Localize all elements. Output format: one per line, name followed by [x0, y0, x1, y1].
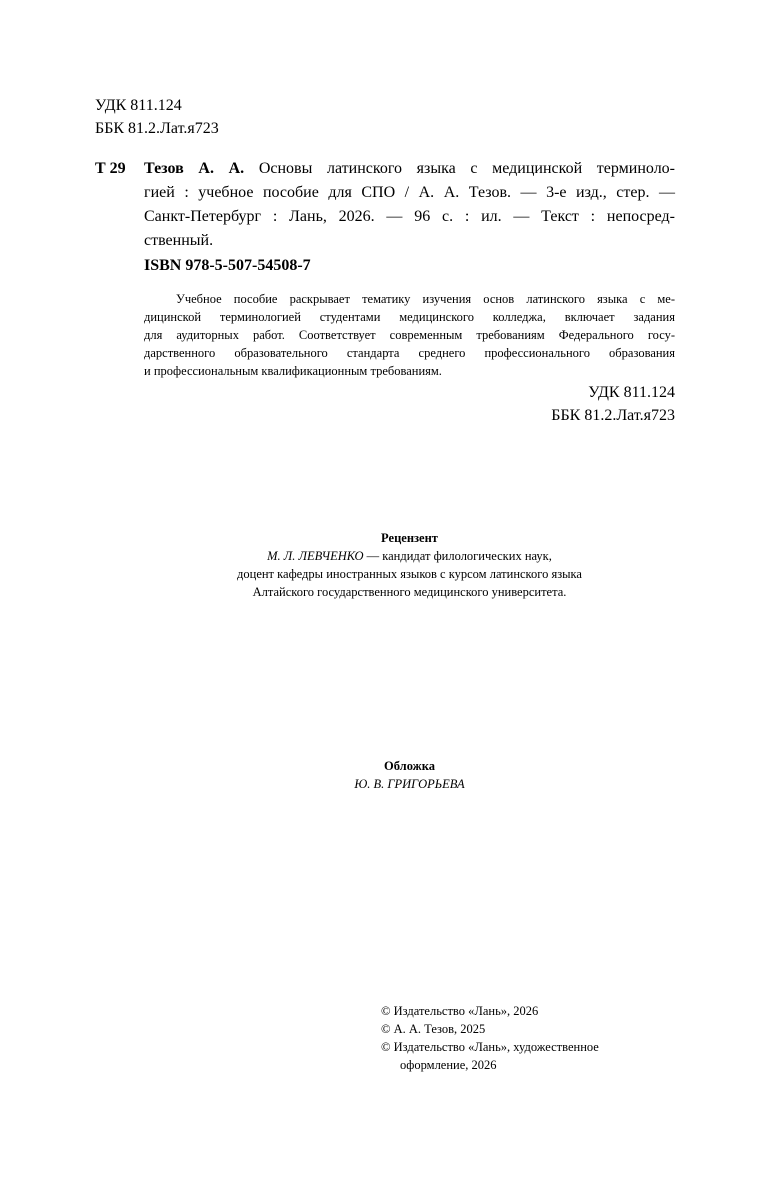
cover-heading: Обложка — [384, 759, 435, 773]
annotation-line: и профессиональным квалификационным требованиям. — [144, 364, 442, 378]
copyright-line: оформление, 2026 — [400, 1058, 497, 1072]
reviewer-line-2: доцент кафедры иностранных языков с курсом латинского языка — [237, 567, 582, 581]
biblio-line-1 — [144, 157, 675, 181]
annotation-line: дарственного образовательного стандарта среднего профессионального образования — [144, 346, 675, 360]
bbk-code-bottom: ББК 81.2.Лат.я723 — [551, 407, 675, 424]
reviewer-line-1 — [144, 547, 675, 565]
udk-top-block — [95, 94, 219, 140]
udk-bottom-block — [551, 381, 675, 427]
cover-block — [144, 757, 675, 793]
biblio-title-start: Основы латинского языка с медицинской терминоло- — [258, 160, 676, 177]
reviewer-name: М. Л. ЛЕВЧЕНКО — [267, 549, 364, 563]
biblio-line-2: гией : учебное пособие для СПО / А. А. Тезов. — 3-е изд., стер. — — [144, 184, 675, 201]
bibliographic-description — [144, 157, 675, 253]
reviewer-degree: — кандидат филологических наук, — [363, 549, 552, 563]
reviewer-block — [144, 529, 675, 601]
copyright-block — [381, 1002, 599, 1074]
copyright-line: © Издательство «Лань», художественное — [381, 1040, 599, 1054]
annotation-line: дицинской терминологией студентами медицинского колледжа, включает задания — [144, 310, 675, 324]
reviewer-line-3: Алтайского государственного медицинского университета. — [252, 585, 567, 599]
reviewer-heading: Рецензент — [381, 531, 438, 545]
copyright-line: © А. А. Тезов, 2025 — [381, 1022, 486, 1036]
isbn: ISBN 978-5-507-54508-7 — [144, 257, 311, 274]
biblio-line-3: Санкт-Петербург : Лань, 2026. — 96 с. : ил. — Текст : непосред- — [144, 208, 675, 225]
annotation — [144, 290, 675, 380]
udk-code-bottom: УДК 811.124 — [588, 384, 675, 401]
author-mark: Т 29 — [95, 160, 126, 177]
annotation-line: Учебное пособие раскрывает тематику изучения основ латинского языка с ме- — [176, 292, 675, 306]
cover-designer-name: Ю. В. ГРИГОРЬЕВА — [354, 777, 465, 791]
bbk-code: ББК 81.2.Лат.я723 — [95, 120, 219, 137]
udk-code: УДК 811.124 — [95, 97, 182, 114]
annotation-line: для аудиторных работ. Соответствует современным требованиям Федерального госу- — [144, 328, 675, 342]
biblio-line-4: ственный. — [144, 232, 214, 249]
copyright-line: © Издательство «Лань», 2026 — [381, 1004, 539, 1018]
author-name: Тезов А. А. — [144, 160, 245, 177]
